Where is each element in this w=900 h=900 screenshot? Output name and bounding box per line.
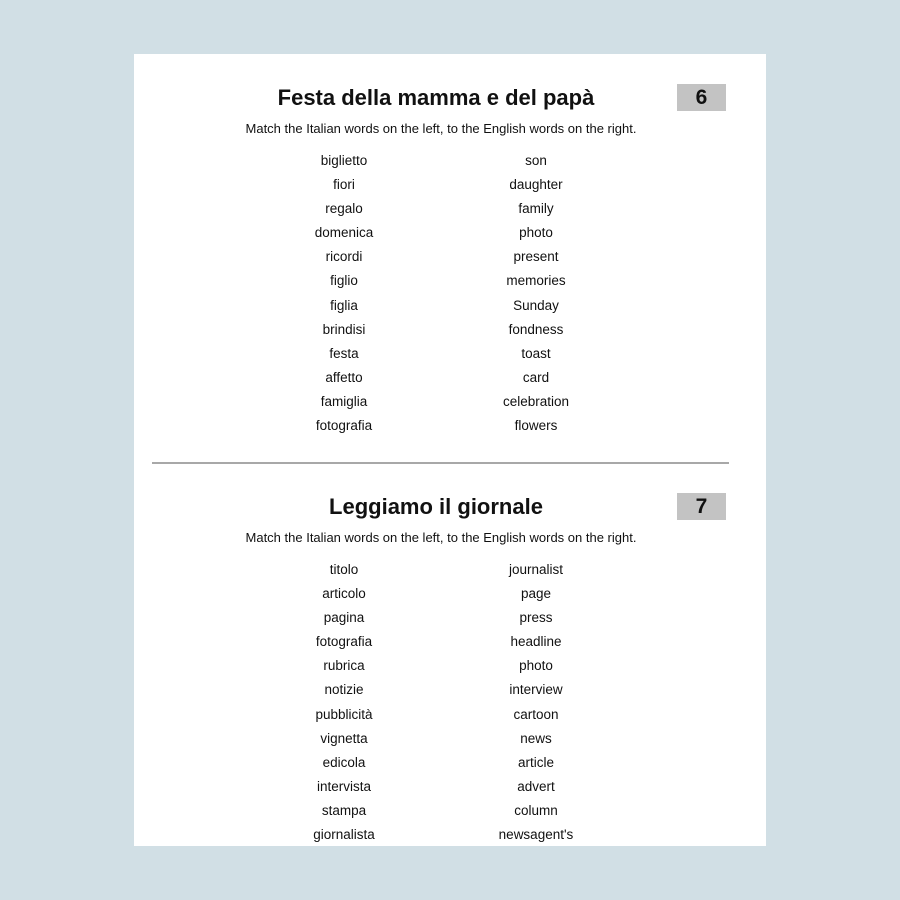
english-word: interview [509,682,563,698]
english-word: page [520,586,552,602]
english-word: memories [506,273,566,289]
italian-word: biglietto [320,153,368,168]
italian-word: pubblicità [315,706,373,722]
section-instruction: Match the Italian words on the left, to the English words on the right. [245,121,637,136]
italian-word: domenica [314,225,374,241]
italian-word: fotografia [315,418,373,434]
italian-word: rubrica [323,658,365,674]
english-word-list [456,561,616,850]
english-word: news [520,730,552,746]
italian-word: articolo [322,586,366,602]
italian-word: vignetta [320,730,368,746]
english-word: fondness [508,321,564,337]
english-word: advert [517,778,555,794]
section-divider [152,462,729,464]
english-word: card [522,369,550,385]
italian-word-list [264,152,424,441]
english-word: family [518,201,554,217]
italian-word: ricordi [325,249,363,265]
english-word: son [525,153,547,168]
english-word: journalist [508,562,564,577]
english-word: present [513,249,559,265]
english-word: article [517,754,554,770]
section-number-badge: 7 [677,493,726,520]
italian-word-list [264,561,424,850]
section-title: Leggiamo il giornale [329,494,543,519]
english-word: Sunday [513,297,559,313]
italian-word: fiori [333,177,355,193]
italian-word: pagina [323,610,365,626]
italian-word: figlia [330,297,358,313]
english-word: toast [521,345,551,361]
worksheet-page [134,54,766,846]
english-word: daughter [509,177,563,193]
italian-word: titolo [329,562,359,577]
italian-word: stampa [321,802,367,818]
italian-word: brindisi [322,321,366,337]
italian-word: giornalista [313,827,375,843]
english-word: newsagent's [498,827,574,843]
italian-word: notizie [324,682,364,698]
section-instruction: Match the Italian words on the left, to the English words on the right. [245,530,637,545]
english-word: photo [519,658,553,674]
english-word: press [519,610,553,626]
italian-word: affetto [325,369,363,385]
english-word: flowers [514,418,558,434]
english-word: column [514,802,558,818]
italian-word: famiglia [320,393,368,409]
italian-word: intervista [316,778,372,794]
italian-word: regalo [325,201,363,217]
italian-word: figlio [330,273,358,289]
english-word: celebration [502,393,570,409]
english-word: photo [519,225,553,241]
section-number-badge: 6 [677,84,726,111]
italian-word: fotografia [315,634,373,650]
english-word: cartoon [513,706,559,722]
english-word-list [456,152,616,441]
section-title: Festa della mamma e del papà [277,85,595,110]
italian-word: festa [329,345,359,361]
english-word: headline [510,634,562,650]
italian-word: edicola [322,754,366,770]
